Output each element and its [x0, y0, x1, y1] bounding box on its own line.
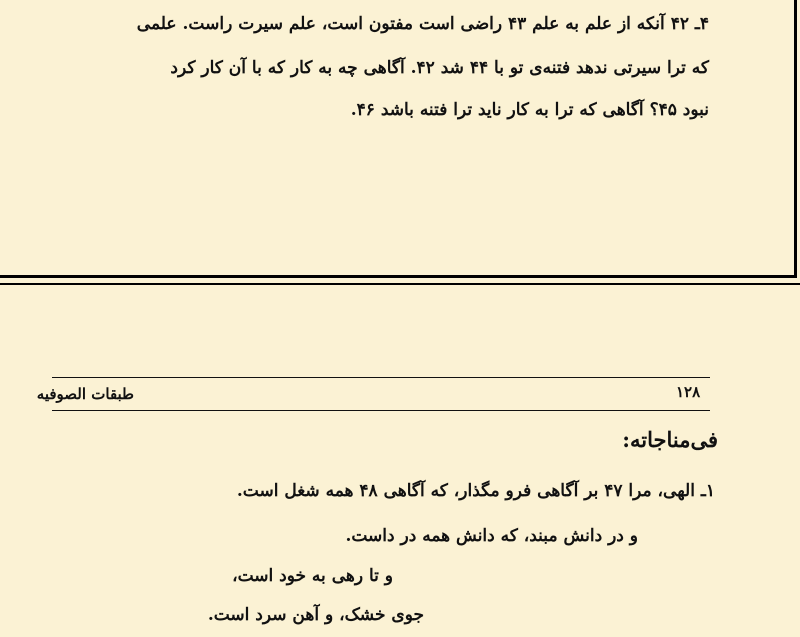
munajat-line-1: ۱ـ الهی، مرا ۴۷ بر آگاهی فرو مگذار، که آگاهی ۴۸ همه شغل است.	[236, 481, 715, 501]
munajat-line-4: جوی خشک، و آهن سرد است.	[207, 605, 424, 625]
top-text-line-2: که ترا سیرتی ندهد فتنه‌ی تو با ۴۴ شد ۴۲. آگاهی چه به کار که با آن کار کرد	[170, 58, 709, 78]
header-rule-top	[52, 377, 710, 378]
munajat-line-3: و تا رهی به خود است،	[232, 566, 393, 586]
top-text-line-3: نبود ۴۵؟ آگاهی که ترا به کار ناید ترا فتنه باشد ۴۶.	[350, 100, 709, 120]
header-rule-bottom	[52, 410, 710, 411]
top-page	[0, 0, 797, 278]
page-number: ۱۲۸	[676, 383, 701, 401]
munajat-line-2: و در دانش مبند، که دانش همه در داست.	[345, 526, 638, 546]
running-title: طبقات الصوفیه	[36, 385, 134, 403]
top-text-line-1: ۴ـ ۴۲ آنکه از علم به علم ۴۳ راضی است مفتون است، علم سیرت راست. علمی	[136, 14, 709, 34]
bottom-page	[0, 283, 800, 637]
section-heading: فی‌مناجاته:	[622, 427, 718, 452]
